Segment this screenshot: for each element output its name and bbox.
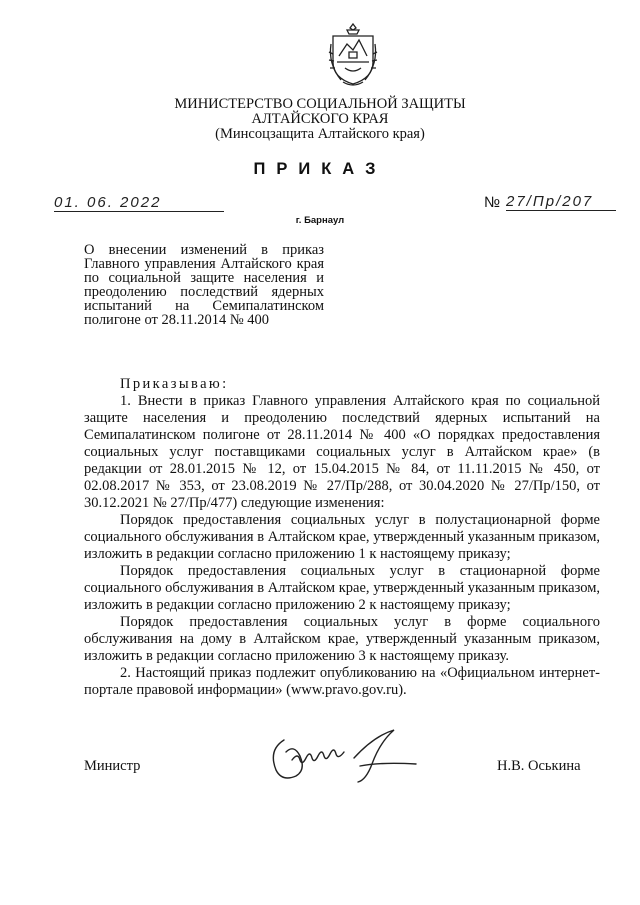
document-date: 01. 06. 2022 [54, 194, 224, 212]
city-label: г. Барнаул [295, 215, 345, 226]
paragraph-1: 1. Внести в приказ Главного управления Алтайского края по социальной защите населения и преодолению последствий ядерных испытаний на Семипалатинском полигоне от 28.11.2014 № 400 «О порядках предоставления социальных услуг поставщиками социальных услуг в Алтайском крае» (в редакции от 28.01.2015 № 12, от 15.04.2015 № 84, от 11.11.2015 № 450, от 02.08.2017 № 353, от 23.08.2019 № 27/Пр/288, от 30.04.2020 № 27/Пр/150, от 30.12.2021 № 27/Пр/477) следующие изменения: [84, 393, 600, 511]
paragraph-3: Порядок предоставления социальных услуг в стационарной форме социального обслуживания в Алтайском крае, утвержденный указанным приказом, изложить в редакции согласно приложению 2 к настоящему приказу; [84, 563, 600, 613]
number-sign: № [484, 194, 501, 211]
document-subject: О внесении изменений в приказ Главного управления Алтайского края по социальной защите населения и преодолению последствий ядерных испытаний на Семипалатинском полигоне от 28.11.2014 № 400 [84, 242, 324, 328]
signatory-position: Министр [84, 758, 141, 774]
signatory-name: Н.В. Оськина [497, 758, 581, 774]
org-short-name: (Минсоцзащита Алтайского края) [215, 126, 425, 142]
paragraph-2: Порядок предоставления социальных услуг в полустационарной форме социального обслуживания в Алтайском крае, утвержденный указанным приказом, изложить в редакции согласно приложению 1 к настоящему приказу; [84, 512, 600, 562]
document-title: ПРИКАЗ [253, 160, 387, 178]
paragraph-5: 2. Настоящий приказ подлежит опубликованию на «Официальном интернет-портале правовой информации» (www.pravo.gov.ru). [84, 665, 600, 698]
document-body [84, 376, 600, 699]
paragraph-4: Порядок предоставления социальных услуг в форме социального обслуживания на дому в Алтайском крае, утвержденный указанным приказом, изложить в редакции согласно приложению 3 к настоящему приказу. [84, 614, 600, 664]
org-name-line2: АЛТАЙСКОГО КРАЯ [251, 111, 389, 127]
signature-icon [262, 726, 422, 786]
coat-of-arms-icon [327, 22, 379, 90]
ordain-line: Приказываю: [120, 376, 229, 392]
org-name-line1: МИНИСТЕРСТВО СОЦИАЛЬНОЙ ЗАЩИТЫ [174, 96, 466, 112]
document-number: 27/Пр/207 [506, 193, 616, 211]
